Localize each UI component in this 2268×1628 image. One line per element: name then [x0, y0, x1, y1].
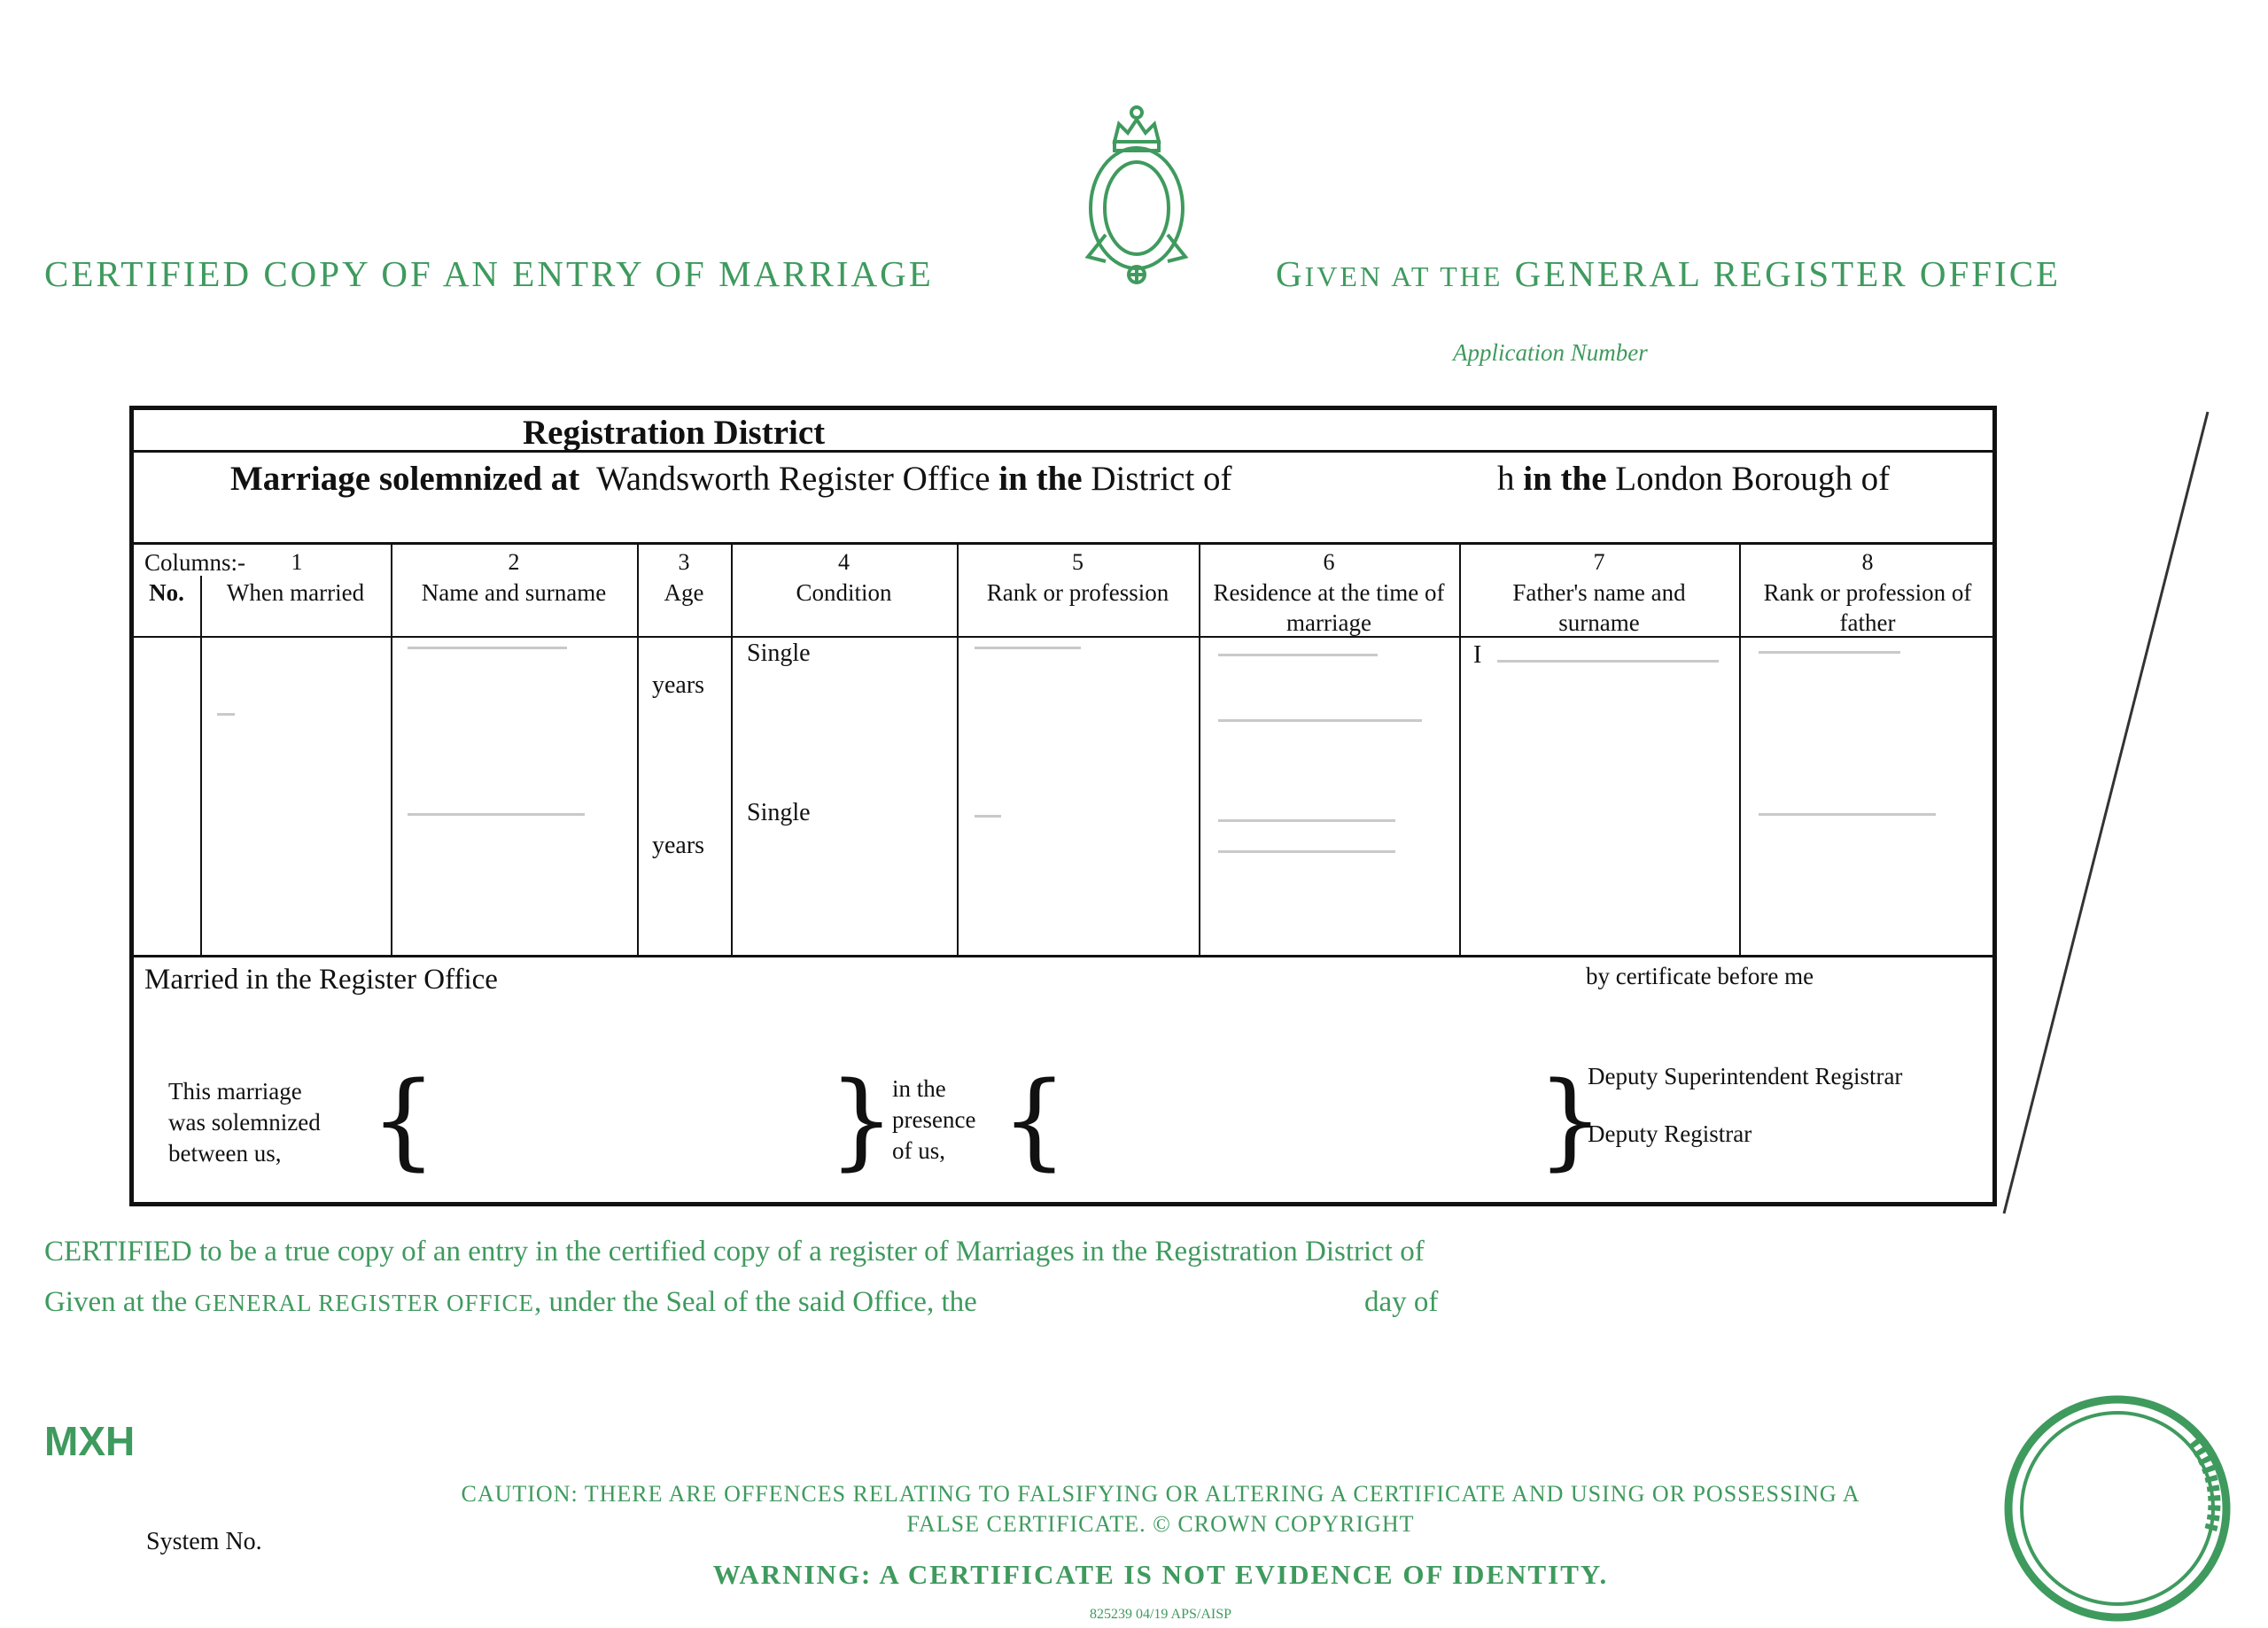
caution-text: CAUTION: THERE ARE OFFENCES RELATING TO FALSIFYING OR ALTERING A CERTIFICATE AND USING OR POSSESSING A FALSE CERTIFICATE. © CROWN COPYRIGHT [461, 1481, 1860, 1537]
redacted-text [1218, 654, 1378, 656]
column-number: 8 [1861, 549, 1874, 575]
redacted-text [1497, 660, 1719, 663]
solemnized-between-label: This marriage was solemnized between us, [168, 1078, 321, 1167]
system-number-label: System No. [146, 1528, 262, 1555]
day-of-label: day of [1364, 1286, 1439, 1318]
serial-prefix: MXH [44, 1418, 136, 1464]
column-number: 1 [291, 549, 303, 575]
redacted-text [1218, 850, 1395, 853]
redacted-text [1759, 651, 1900, 654]
column-number: 4 [838, 549, 850, 575]
redacted-text [975, 815, 1001, 818]
father-initial: I [1473, 641, 1482, 669]
certification-line-2: Given at the GENERAL REGISTER OFFICE, under the Seal of the said Office, the [44, 1286, 977, 1318]
certification-line-1: CERTIFIED to be a true copy of an entry in the certified copy of a register of Marriages in the Registration District of [44, 1236, 1425, 1268]
brace-close: } [828, 1058, 896, 1181]
column-number: 6 [1323, 549, 1335, 575]
by-certificate-label: by certificate before me [1586, 963, 1814, 989]
divider [133, 542, 1993, 545]
column-divider [1739, 544, 1741, 957]
redacted-text [408, 813, 585, 816]
column-divider [200, 576, 202, 957]
age-unit: years [652, 671, 705, 699]
column-header-residence: Residence at the time of marriage [1213, 579, 1445, 636]
column-divider [1459, 544, 1461, 957]
brace-open: { [1001, 1058, 1068, 1181]
column-number: 5 [1072, 549, 1084, 575]
redacted-text [408, 647, 567, 649]
column-header-when-married: When married [226, 579, 365, 606]
column-divider [1199, 544, 1200, 957]
certificate-title: CERTIFIED COPY OF AN ENTRY OF MARRIAGE [44, 253, 934, 294]
solemnized-at: Marriage solemnized at Wandsworth Register Office in the District of [230, 460, 1232, 498]
column-number: 3 [678, 549, 690, 575]
column-header-name: Name and surname [421, 579, 607, 606]
office-seal-stamp-icon [1998, 1389, 2237, 1628]
royal-crest-icon [1079, 102, 1194, 292]
form-reference: 825239 04/19 APS/AISP [1089, 1607, 1232, 1622]
redacted-text [217, 713, 235, 716]
divider [133, 450, 1993, 453]
registration-district-label: Registration District [523, 414, 826, 452]
divider [133, 955, 1993, 957]
columns-label: Columns:- [144, 549, 246, 576]
age-unit: years [652, 832, 705, 859]
brace-close: } [1537, 1058, 1604, 1181]
column-header-father: Father's name and surname [1512, 579, 1686, 636]
given-at-office: GIVEN AT THE GENERAL REGISTER OFFICE [1276, 253, 2062, 294]
registrar-title: Deputy Superintendent Registrar [1588, 1063, 1903, 1089]
married-in-label: Married in the Register Office [144, 964, 498, 996]
brace-open: { [370, 1058, 438, 1181]
presence-label: in the presence of us, [892, 1075, 976, 1164]
condition-value: Single [747, 640, 811, 667]
column-header-age: Age [664, 579, 704, 606]
borough-of: h in the London Borough of [1497, 460, 1891, 498]
registrar-title: Deputy Registrar [1588, 1120, 1752, 1147]
column-number: 2 [508, 549, 520, 575]
column-header-rank: Rank or profession [986, 579, 1169, 606]
redacted-text [1759, 813, 1936, 816]
column-header-condition: Condition [796, 579, 892, 606]
column-header-no: No. [149, 579, 184, 606]
redacted-text [975, 647, 1081, 649]
column-header-father-rank: Rank or profession of father [1763, 579, 1972, 636]
condition-value: Single [747, 799, 811, 826]
application-number-label: Application Number [1453, 339, 1648, 366]
redacted-text [1218, 719, 1422, 722]
column-number: 7 [1593, 549, 1605, 575]
warning-text: WARNING: A CERTIFICATE IS NOT EVIDENCE OF IDENTITY. [712, 1559, 1609, 1590]
redacted-text [1218, 819, 1395, 822]
